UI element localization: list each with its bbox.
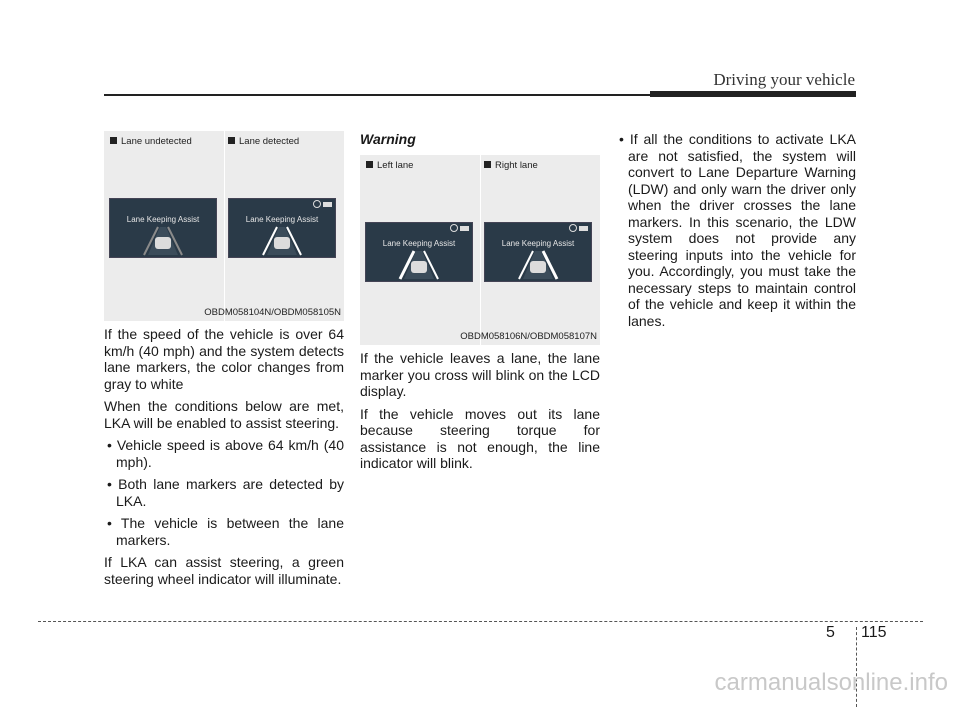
square-bullet-icon <box>228 137 235 144</box>
page-header-title: Driving your vehicle <box>713 70 855 89</box>
screen-title: Lane Keeping Assist <box>245 215 319 224</box>
lka-screen-left-lane <box>365 222 473 282</box>
lane-view-icon <box>366 223 472 281</box>
bullet-item: • Both lane markers are detected by LKA. <box>107 476 344 509</box>
caption-left-lane <box>366 160 413 171</box>
text-column-2 <box>360 131 600 148</box>
figure-code: OBDM058106N/OBDM058107N <box>460 331 597 342</box>
text-column-2-body <box>360 350 600 478</box>
caption-text: Left lane <box>377 160 414 171</box>
paragraph: If LKA can assist steering, a green steering wheel indicator will illuminate. <box>104 554 344 587</box>
caption-lane-undetected <box>110 136 192 147</box>
watermark: carmanualsonline.info <box>714 669 948 696</box>
lane-view-icon <box>110 199 216 257</box>
square-bullet-icon <box>366 161 373 168</box>
bullet-item: • Vehicle speed is above 64 km/h (40 mph). <box>107 437 344 470</box>
caption-right-lane <box>484 160 538 171</box>
bullet-item: • The vehicle is between the lane markers. <box>107 515 344 548</box>
warning-heading: Warning <box>360 131 416 147</box>
square-bullet-icon <box>484 161 491 168</box>
lka-screen-undetected <box>109 198 217 258</box>
lka-screen-right-lane <box>484 222 592 282</box>
caption-text: Right lane <box>495 160 538 171</box>
figure-divider <box>480 155 481 345</box>
header-bar <box>650 91 856 97</box>
paragraph: When the conditions below are met, LKA will be enabled to assist steering. <box>104 398 344 431</box>
caption-text: Lane undetected <box>121 136 192 147</box>
text-column-1 <box>104 326 344 593</box>
paragraph: If the speed of the vehicle is over 64 km/h (40 mph) and the system detects lane markers, the color changes from gray to white <box>104 326 344 392</box>
figure-divider <box>224 131 225 321</box>
lane-view-icon <box>485 223 591 281</box>
section-number: 5 <box>826 624 835 641</box>
figure-code: OBDM058104N/OBDM058105N <box>204 307 341 318</box>
bullet-item: • If all the conditions to activate LKA are not satisfied, the system will convert to Lane Departure Warning (LDW) and only warn the driver only when the driver crosses the lane markers. In this scenario, the LDW system does not provide any steering inputs into the vehicle for you. Accordingly, you must take the necessary steps to maintain control of the vehicle and keep it within the lanes. <box>619 131 856 329</box>
figure-lane-departure <box>360 155 600 345</box>
paragraph: If the vehicle moves out its lane because steering torque for assistance is not enough, the line indicator will blink. <box>360 405 600 471</box>
figure-lane-detection <box>104 131 344 321</box>
square-bullet-icon <box>110 137 117 144</box>
page-number: 115 <box>861 624 887 641</box>
lka-screen-detected <box>228 198 336 258</box>
paragraph: If the vehicle leaves a lane, the lane marker you cross will blink on the LCD display. <box>360 350 600 399</box>
screen-title: Lane Keeping Assist <box>382 239 456 248</box>
text-column-3 <box>616 131 856 335</box>
screen-title: Lane Keeping Assist <box>126 215 200 224</box>
lane-view-icon <box>229 199 335 257</box>
footer-rule <box>38 621 923 622</box>
caption-lane-detected <box>228 136 299 147</box>
screen-title: Lane Keeping Assist <box>501 239 575 248</box>
caption-text: Lane detected <box>239 136 300 147</box>
